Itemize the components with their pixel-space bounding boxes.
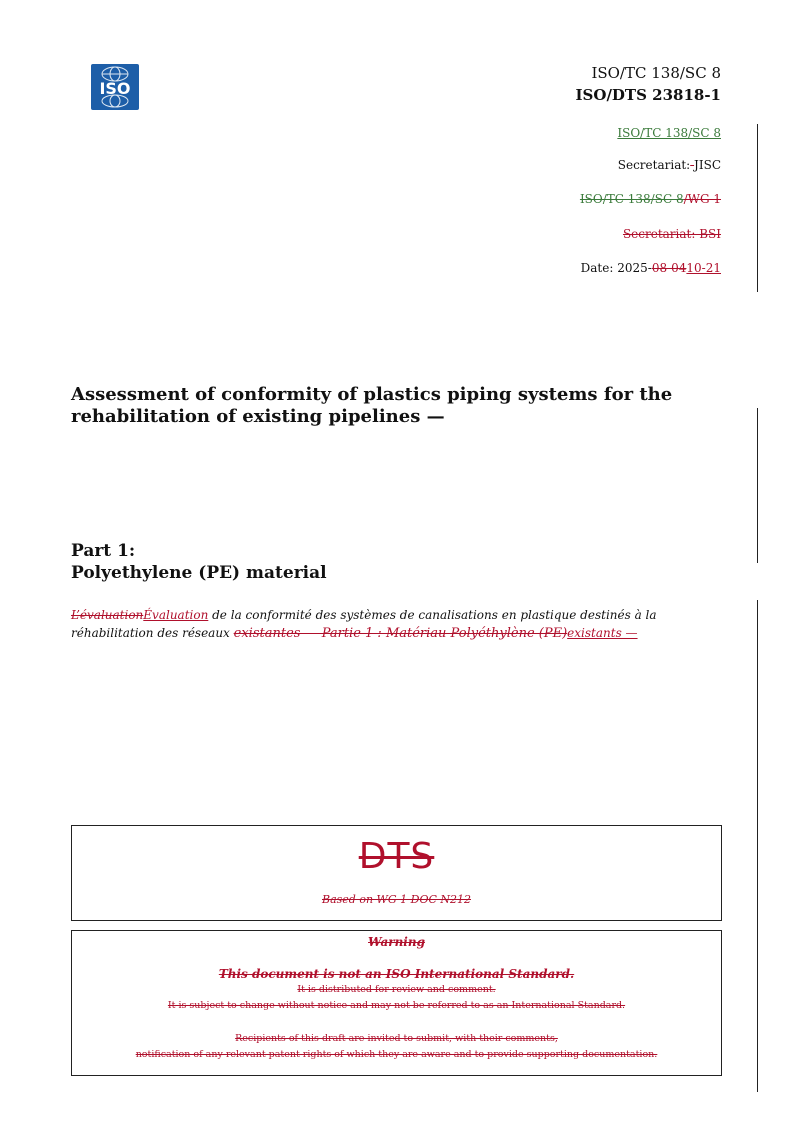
french-text-1: de la conformité des systèmes de canalisations en plastique destinés à la	[208, 608, 657, 622]
committee-reference: ISO/TC 138/SC 8	[591, 64, 721, 82]
part-label: Part 1:	[71, 541, 136, 561]
secretariat-line	[618, 158, 721, 172]
warning-bold-line: This document is not an ISO International Standard.	[218, 967, 575, 981]
warning-heading: Warning	[368, 935, 425, 949]
change-bar	[757, 124, 758, 292]
french-deleted-1: L’évaluation	[71, 608, 144, 622]
french-title	[71, 606, 721, 643]
iso-logo	[91, 64, 139, 110]
wg-deleted: ISO/TC 138/SC 8	[579, 192, 684, 206]
warning-line-2: It is subject to change without notice and may not be referred to as an International Standard.	[167, 1000, 626, 1011]
warning-line-1: It is distributed for review and comment.	[297, 984, 496, 995]
committee-inserted: ISO/TC 138/SC 8	[617, 126, 721, 140]
working-group-line	[580, 192, 721, 206]
date-deleted: 08-04	[651, 261, 687, 275]
title-line-2: rehabilitation of existing pipelines —	[71, 406, 445, 427]
part-name: Polyethylene (PE) material	[71, 563, 327, 583]
document-number: ISO/DTS 23818-1	[575, 86, 721, 104]
french-inserted-2: existants —	[567, 626, 638, 640]
french-title-line-2	[71, 624, 721, 643]
french-text-2: réhabilitation des réseaux	[71, 626, 234, 640]
wg-secretariat-deleted: Secretariat: BSI	[622, 227, 721, 241]
change-bar	[757, 600, 758, 1092]
based-on-note: Based on WG 1 DOC N212	[322, 893, 471, 906]
date-inserted: 10-21	[686, 261, 721, 275]
change-bar	[757, 408, 758, 563]
secretariat-label: Secretariat:	[617, 158, 691, 172]
logo-text: ISO	[99, 79, 131, 98]
warning-box	[71, 930, 722, 1076]
wg-suffix: /WG 1	[683, 192, 721, 206]
date-label: Date: 2025-	[580, 261, 652, 275]
date-line	[581, 261, 721, 275]
warning-line-3: Recipients of this draft are invited to submit, with their comments,	[235, 1033, 558, 1044]
stage-label: DTS	[358, 836, 435, 877]
french-title-line-1	[71, 606, 721, 624]
document-title	[71, 384, 711, 428]
french-deleted-2: existantes — Partie 1 : Matériau Polyéthylène (PE)	[233, 626, 568, 641]
warning-line-4: notification of any relevant patent rights of which they are aware and to provide supporting documentation.	[135, 1049, 658, 1060]
title-line-1: Assessment of conformity of plastics piping systems for the	[71, 384, 673, 405]
secretariat-value: JISC	[694, 158, 721, 172]
dts-stage-box	[71, 825, 722, 921]
french-inserted-1: Évaluation	[143, 608, 209, 622]
part-title	[71, 540, 711, 584]
